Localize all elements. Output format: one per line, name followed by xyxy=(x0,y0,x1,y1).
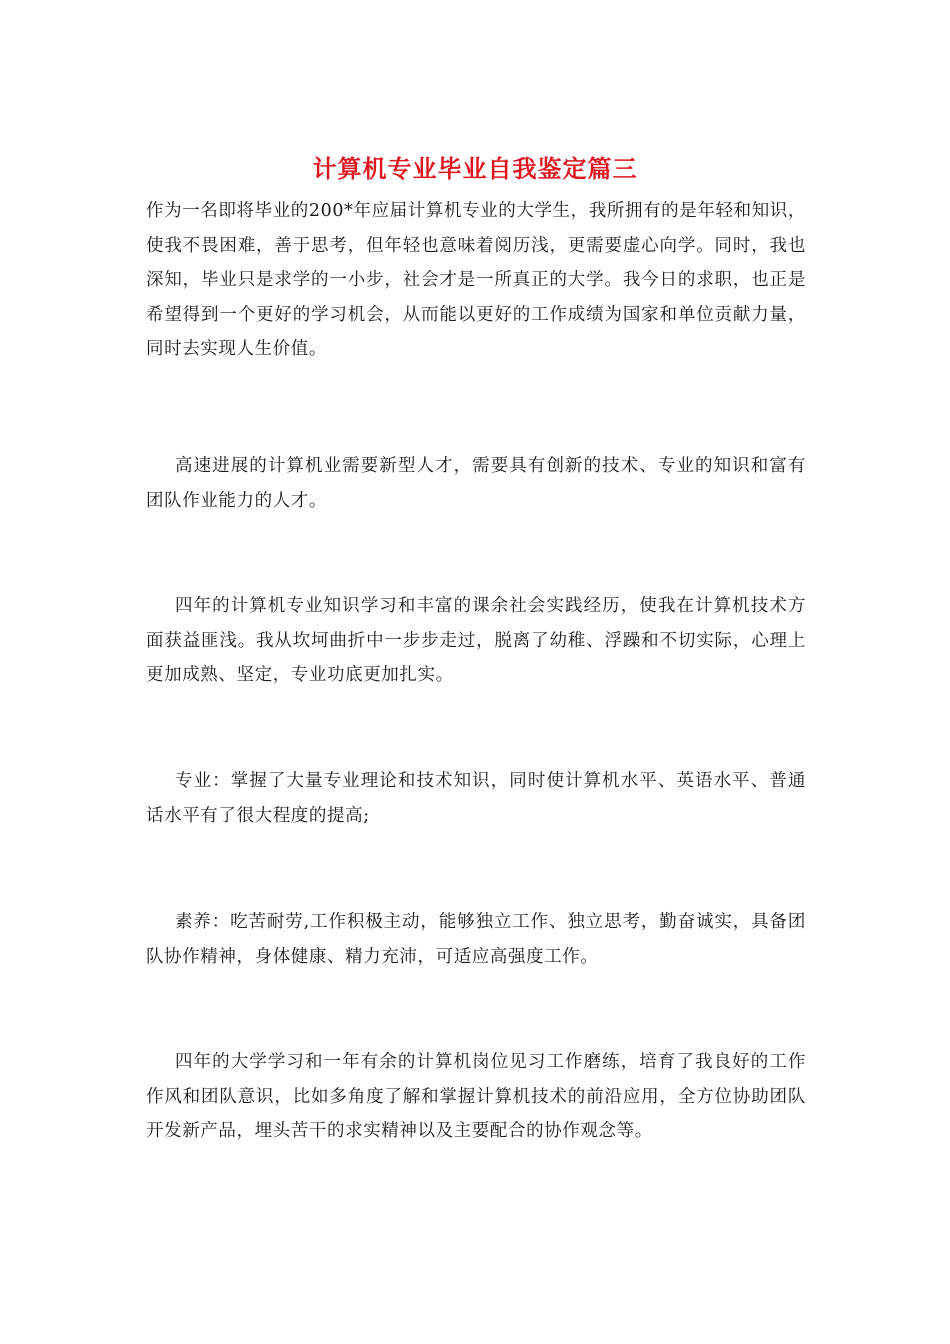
paragraph-four-years-study: 四年的计算机专业知识学习和丰富的课余社会实践经历，使我在计算机技术方面获益匪浅。我从坎坷曲折中一步步走过，脱离了幼稚、浮躁和不切实际，心理上更加成熟、坚定，专业功底更加扎实。 xyxy=(146,596,806,685)
paragraph-professional-skills: 专业：掌握了大量专业理论和技术知识，同时使计算机水平、英语水平、普通话水平有了很大程度的提高; xyxy=(146,771,806,826)
paragraph-personal-qualities: 素养：吃苦耐劳,工作积极主动，能够独立工作、独立思考，勤奋诚实，具备团队协作精神，身体健康、精力充沛，可适应高强度工作。 xyxy=(146,912,806,967)
paragraph-work-experience: 四年的大学学习和一年有余的计算机岗位见习工作磨练，培育了我良好的工作作风和团队意识，比如多角度了解和掌握计算机技术的前沿应用，全方位协助团队开发新产品，埋头苦干的求实精神以及主要配合的协作观念等。 xyxy=(146,1052,806,1141)
paragraph-industry-needs: 高速进展的计算机业需要新型人才，需要具有创新的技术、专业的知识和富有团队作业能力的人才。 xyxy=(146,456,806,511)
document-title: 计算机专业毕业自我鉴定篇三 xyxy=(312,154,638,183)
paragraph-intro: 作为一名即将毕业的200*年应届计算机专业的大学生，我所拥有的是年轻和知识，使我不畏困难，善于思考，但年轻也意味着阅历浅，更需要虚心向学。同时，我也深知，毕业只是求学的一小步，社会才是一所真正的大学。我今日的求职，也正是希望得到一个更好的学习机会，从而能以更好的工作成绩为国家和单位贡献力量，同时去实现人生价值。 xyxy=(146,201,806,359)
